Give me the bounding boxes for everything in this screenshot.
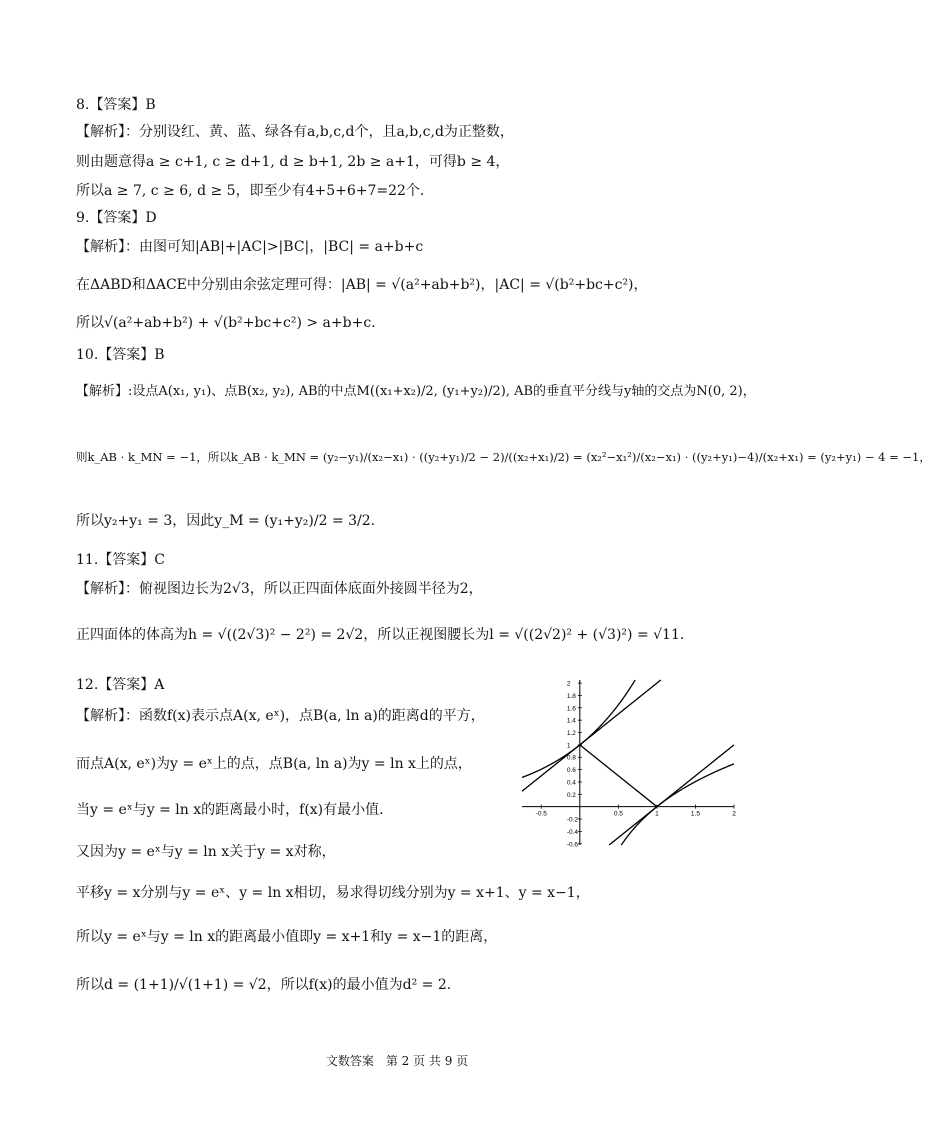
x-tick-label: 1.5 bbox=[690, 810, 700, 818]
x-tick-label: 2 bbox=[732, 810, 736, 818]
q8-answer: 8.【答案】B bbox=[76, 97, 156, 113]
q8-analysis-2: 则由题意得a ≥ c+1, c ≥ d+1, d ≥ b+1, 2b ≥ a+1，可得b ≥ 4， bbox=[76, 154, 510, 170]
q10-analysis-1: 【解析】:设点A(x₁, y₁)、点B(x₂, y₂), AB的中点M((x₁+x₂)/2, (y₁+y₂)/2), AB的垂直平分线与y轴的交点为N(0, 2)， bbox=[76, 384, 756, 399]
tangent-line-lower bbox=[609, 745, 734, 845]
q8-analysis-3: 所以a ≥ 7, c ≥ 6, d ≥ 5，即至少有4+5+6+7=22个. bbox=[76, 183, 425, 199]
y-tick-label: 0.8 bbox=[566, 754, 576, 762]
page-footer: 文数答案 第 2 页 共 9 页 bbox=[325, 1054, 469, 1068]
exp-curve bbox=[522, 680, 635, 777]
q10-analysis-3: 所以y₂+y₁ = 3，因此y_M = (y₁+y₂)/2 = 3/2. bbox=[76, 513, 376, 529]
y-tick-label: -0.2 bbox=[566, 816, 579, 824]
q12-analysis-7: 所以d = (1+1)/√(1+1) = √2，所以f(x)的最小值为d² = 2. bbox=[76, 977, 452, 993]
q12-analysis-6: 所以y = eˣ与y = ln x的距离最小值即y = x+1和y = x−1的距离， bbox=[76, 929, 498, 945]
q9-analysis-2: 在ΔABD和ΔACE中分别由余弦定理可得：|AB| = √(a²+ab+b²)，|AC| = √(b²+bc+c²)， bbox=[76, 277, 648, 293]
x-tick-label: -0.5 bbox=[535, 810, 547, 818]
y-tick-label: -0.4 bbox=[566, 828, 579, 836]
q12-answer: 12.【答案】A bbox=[76, 677, 165, 693]
q12-analysis-5: 平移y = x分别与y = eˣ、y = ln x相切，易求得切线分别为y = x+1、y = x−1， bbox=[76, 885, 590, 901]
q10-answer: 10.【答案】B bbox=[76, 347, 165, 363]
y-tick-label: 1 bbox=[566, 742, 571, 750]
graph-curves bbox=[522, 680, 734, 845]
y-tick-label: 0.6 bbox=[566, 767, 576, 775]
y-tick-label: 1.4 bbox=[566, 717, 576, 725]
q12-analysis-2: 而点A(x, eˣ)为y = eˣ上的点，点B(a, ln a)为y = ln x上的点， bbox=[76, 756, 472, 772]
q12-analysis-3: 当y = eˣ与y = ln x的距离最小时，f(x)有最小值. bbox=[76, 802, 384, 818]
q9-analysis-3: 所以√(a²+ab+b²) + √(b²+bc+c²) > a+b+c. bbox=[76, 315, 376, 331]
q9-answer: 9.【答案】D bbox=[76, 210, 157, 226]
q8-analysis-1: 【解析】：分别设红、黄、蓝、绿各有a,b,c,d个，且a,b,c,d为正整数， bbox=[76, 124, 514, 140]
distance-segment bbox=[580, 745, 657, 807]
q12-analysis-1: 【解析】：函数f(x)表示点A(x, eˣ)，点B(a, ln a)的距离d的平方， bbox=[76, 708, 485, 724]
q12-analysis-4: 又因为y = eˣ与y = ln x关于y = x对称， bbox=[76, 844, 336, 860]
y-tick-label: 0.2 bbox=[566, 791, 576, 799]
q11-analysis-1: 【解析】：俯视图边长为2√3，所以正四面体底面外接圆半径为2， bbox=[76, 581, 483, 597]
function-graph bbox=[522, 680, 736, 849]
q10-analysis-2: 则k_AB · k_MN = −1，所以k_AB · k_MN = (y₂−y₁)/(x₂−x₁) · ((y₂+y₁)/2 − 2)/((x₂+x₁)/2) = (x₂²−x₁²)/(x₂−x₁) · ((y₂+y₁)−4)/(x₂+x₁) = (y₂+y₁) − 4 = −1， bbox=[76, 450, 931, 464]
q11-analysis-2: 正四面体的体高为h = √((2√3)² − 2²) = 2√2，所以正视图腰长为l = √((2√2)² + (√3)²) = √11. bbox=[76, 627, 685, 643]
x-tick-label: 0.5 bbox=[613, 810, 623, 818]
y-tick-label: -0.6 bbox=[566, 841, 579, 849]
ln-curve bbox=[621, 764, 734, 845]
y-tick-label: 1.6 bbox=[566, 705, 576, 713]
y-tick-label: 2 bbox=[566, 680, 571, 688]
x-tick-label: 1 bbox=[655, 810, 659, 818]
y-tick-label: 0.4 bbox=[566, 779, 576, 787]
y-tick-label: 1.2 bbox=[566, 730, 576, 738]
q9-analysis-1: 【解析】：由图可知|AB|+|AC|>|BC|，|BC| = a+b+c bbox=[76, 239, 424, 255]
tangent-line-upper bbox=[522, 680, 661, 791]
q11-answer: 11.【答案】C bbox=[76, 552, 165, 568]
y-tick-label: 1.8 bbox=[566, 692, 576, 700]
